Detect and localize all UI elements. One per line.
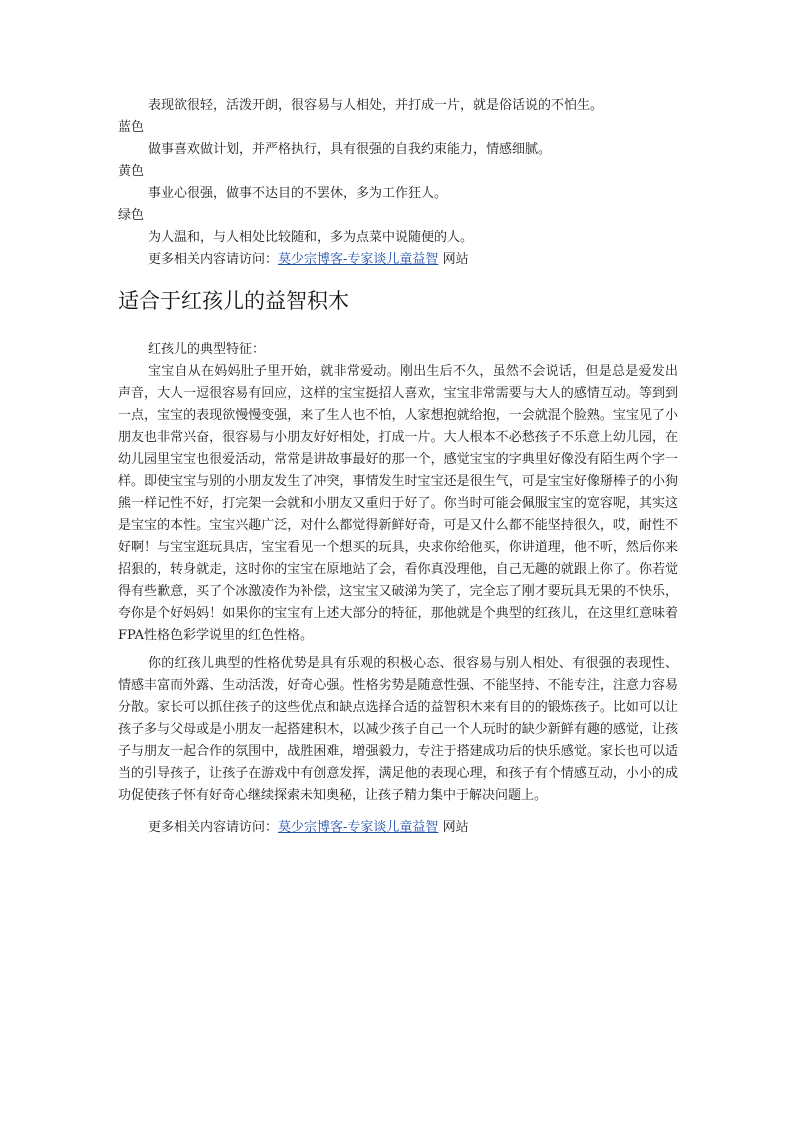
more-info-prefix: 更多相关内容请访问： [148, 820, 279, 835]
paragraph-advice: 你的红孩儿典型的性格优势是具有乐观的积极心态、很容易与别人相处、有很强的表现性、情感丰富而外露、生动活泼，好奇心强。性格劣势是随意性强、不能坚持、不能专注，注意力容易分散。家长可以抓住孩子的这些优点和缺点选择合适的益智积木来有目的的锻炼孩子。比如可以让孩子多与父母或是小朋友一起搭建积木，以减少孩子自己一个人玩时的缺少新鲜有趣的感觉，让孩子与朋友一起合作的氛围中，战胜困难，增强毅力，专注于搭建成功后的快乐感觉。家长也可以适当的引导孩子，让孩子在游戏中有创意发挥，满足他的表现心理，和孩子有个情感互动，小小的成功促使孩子怀有好奇心继续探索未知奥秘，让孩子精力集中于解决问题上。 [118, 656, 678, 803]
color-desc-yellow: 事业心很强，做事不达目的不罢休，多为工作狂人。 [148, 186, 448, 201]
color-label-yellow: 黄色 [118, 164, 145, 179]
more-info-suffix: 网站 [442, 252, 469, 267]
blog-link[interactable]: 莫少宗博客-专家谈儿童益智 [278, 252, 439, 267]
color-desc-blue: 做事喜欢做计划，并严格执行，具有很强的自我约束能力，情感细腻。 [148, 142, 552, 157]
color-label-blue: 蓝色 [118, 120, 145, 135]
blog-link[interactable]: 莫少宗博客-专家谈儿童益智 [278, 820, 439, 835]
more-info-line-1 [118, 249, 678, 271]
color-desc-green: 为人温和，与人相处比较随和，多为点菜中说随便的人。 [148, 230, 474, 245]
section-title: 适合于红孩儿的益智积木 [118, 289, 349, 313]
intro-line: 表现欲很轻，活泼开朗，很容易与人相处，并打成一片，就是俗话说的不怕生。 [148, 98, 604, 113]
paragraph-traits: 宝宝自从在妈妈肚子里开始，就非常爱动。刚出生后不久，虽然不会说话，但是总是爱发出声音，大人一逗很容易有回应，这样的宝宝挺招人喜欢，宝宝非常需要与大人的感情互动。等到到一点，宝宝的表现欲慢慢变强，来了生人也不怕，人家想抱就给抱，一会就混个脸熟。宝宝见了小朋友也非常兴奋，很容易与小朋友好好相处，打成一片。大人根本不必愁孩子不乐意上幼儿园，在幼儿园里宝宝也很爱活动，常常是讲故事最好的那一个，感觉宝宝的字典里好像没有陌生两个字一样。即使宝宝与别的小朋友发生了冲突，事情发生时宝宝还是很生气，可是宝宝好像掰棒子的小狗熊一样记性不好，打完架一会就和小朋友又重归于好了。你当时可能会佩服宝宝的宽容呢，其实这是宝宝的本性。宝宝兴趣广泛，对什么都觉得新鲜好奇，可是又什么都不能坚持很久，哎，耐性不好啊！与宝宝逛玩具店，宝宝看见一个想买的玩具，央求你给他买，你讲道理，他不听，然后你来招狠的，转身就走，这时你的宝宝在原地站了会，看你真没理他，自己无趣的就跟上你了。你若觉得有些歉意，买了个冰激凌作为补偿，这宝宝又破涕为笑了，完全忘了刚才要玩具无果的不快乐，夸你是个好妈妈！如果你的宝宝有上述大部分的特征，那他就是个典型的红孩儿，在这里红意味着FPA性格色彩学说里的红色性格。 [118, 364, 678, 643]
color-label-green: 绿色 [118, 208, 145, 223]
sub-heading: 红孩儿的典型特征： [148, 342, 266, 357]
more-info-line-2 [118, 817, 678, 839]
more-info-prefix: 更多相关内容请访问： [148, 252, 279, 267]
more-info-suffix: 网站 [442, 820, 469, 835]
